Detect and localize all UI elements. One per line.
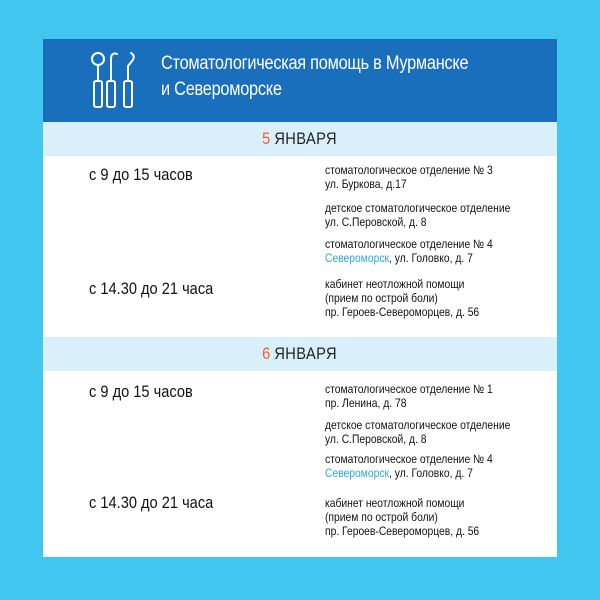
location-item: детское стоматологическое отделение ул. С.Перовской, д. 8	[325, 418, 511, 446]
location-item: стоматологическое отделение № 3 ул. Буркова, д.17	[325, 163, 493, 191]
header	[43, 39, 557, 122]
schedule-card	[43, 39, 557, 557]
title-line-2: и Североморске	[161, 79, 282, 100]
time-range: с 9 до 15 часов	[89, 165, 193, 184]
day-header	[43, 122, 557, 156]
location-item: стоматологическое отделение № 4 Североморск, ул. Головко, д. 7	[325, 452, 493, 480]
dental-tools-icon	[87, 47, 143, 113]
day-header	[43, 337, 557, 371]
location-item: детское стоматологическое отделение ул. С.Перовской, д. 8	[325, 201, 511, 229]
time-range: с 14.30 до 21 часа	[89, 493, 214, 512]
day-month: ЯНВАРЯ	[274, 344, 338, 363]
title-line-1: Стоматологическая помощь в Мурманске	[161, 53, 469, 74]
city-name: Североморск	[325, 251, 390, 265]
day-month: ЯНВАРЯ	[274, 129, 338, 148]
page-title	[161, 51, 496, 103]
location-item: кабинет неотложной помощи (прием по острой боли) пр. Героев-Североморцев, д. 56	[325, 277, 480, 319]
location-item: стоматологическое отделение № 4 Североморск, ул. Головко, д. 7	[325, 237, 493, 265]
location-item: стоматологическое отделение № 1 пр. Ленина, д. 78	[325, 382, 493, 410]
location-item: кабинет неотложной помощи (прием по острой боли) пр. Героев-Североморцев, д. 56	[325, 496, 480, 538]
time-range: с 9 до 15 часов	[89, 382, 193, 401]
city-name: Североморск	[325, 466, 390, 480]
time-range: с 14.30 до 21 часа	[89, 279, 214, 298]
day-number: 5	[262, 129, 271, 148]
day-number: 6	[262, 344, 271, 363]
